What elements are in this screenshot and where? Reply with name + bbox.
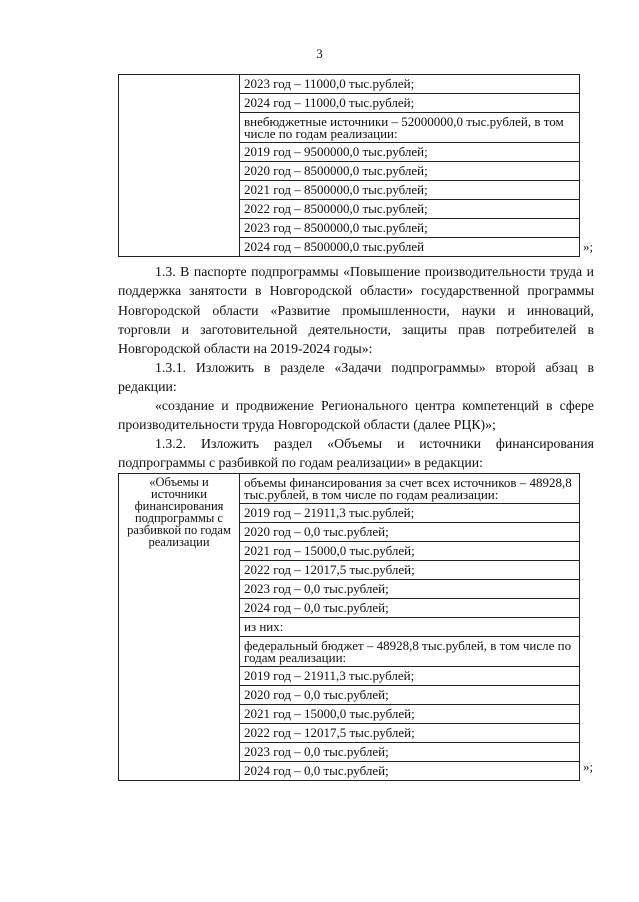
paragraph-quote-rck: «создание и продвижение Регионального центра компетенций в сфере производительности труда Новгородской области (далее РЦК)»;	[118, 398, 594, 433]
paragraph-1-3: 1.3. В паспорте подпрограммы «Повышение производительности труда и поддержка занятости в Новгородской области» государственной программы Новгородской области «Развитие промышленности, науки и инноваций, торговли и заготовительной деятельности, защиты прав потребителей в Новгородской области на 2019-2024 годы»:	[118, 264, 594, 357]
table1-row: 2024 год – 8500000,0 тыс.рублей	[244, 239, 425, 254]
table1-row: 2019 год – 9500000,0 тыс.рублей;	[240, 143, 579, 162]
table1-row: внебюджетные источники – 52000000,0 тыс.рублей, в том числе по годам реализации:	[240, 113, 579, 143]
table2-left-label: «Объемы и источники финансирования подпрограммы с разбивкой по годам реализации	[127, 475, 231, 549]
table2-row: федеральный бюджет – 48928,8 тыс.рублей, в том числе по годам реализации:	[240, 637, 579, 667]
table2-row: 2019 год – 21911,3 тыс.рублей;	[240, 667, 579, 686]
table2-row: 2022 год – 12017,5 тыс.рублей;	[240, 561, 579, 580]
table1-row: 2020 год – 8500000,0 тыс.рублей;	[240, 162, 579, 181]
table2-row: 2024 год – 0,0 тыс.рублей;	[240, 599, 579, 618]
table1-row: 2022 год – 8500000,0 тыс.рублей;	[240, 200, 579, 219]
funding-table-continued	[118, 74, 580, 257]
table2-row: 2023 год – 0,0 тыс.рублей;	[240, 580, 579, 599]
table2-row: объемы финансирования за счет всех источников – 48928,8 тыс.рублей, в том числе по годам реализации:	[240, 474, 579, 504]
table1-row: 2024 год – 11000,0 тыс.рублей;	[240, 94, 579, 113]
table2-row: 2024 год – 0,0 тыс.рублей;	[244, 763, 389, 778]
funding-table	[118, 473, 580, 781]
table1-row: 2021 год – 8500000,0 тыс.рублей;	[240, 181, 579, 200]
paragraph-1-3-1: 1.3.1. Изложить в разделе «Задачи подпрограммы» второй абзац в редакции:	[118, 360, 594, 395]
table2-row: 2021 год – 15000,0 тыс.рублей;	[240, 542, 579, 561]
table1-right-cell	[240, 75, 580, 257]
table2-left-cell	[119, 474, 240, 781]
table1-row: 2023 год – 11000,0 тыс.рублей;	[240, 75, 579, 94]
paragraph-1-3-2: 1.3.2. Изложить раздел «Объемы и источники финансирования подпрограммы с разбивкой по годам реализации» в редакции:	[118, 436, 594, 471]
table2-row: 2022 год – 12017,5 тыс.рублей;	[240, 724, 579, 743]
table2-row: 2021 год – 15000,0 тыс.рублей;	[240, 705, 579, 724]
table2-row: 2023 год – 0,0 тыс.рублей;	[240, 743, 579, 762]
table2-row: 2019 год – 21911,3 тыс.рублей;	[240, 504, 579, 523]
table2-row: из них:	[240, 618, 579, 637]
table1-row: 2023 год – 8500000,0 тыс.рублей;	[240, 219, 579, 238]
table2-row: 2020 год – 0,0 тыс.рублей;	[240, 686, 579, 705]
table2-row: 2020 год – 0,0 тыс.рублей;	[240, 523, 579, 542]
table2-closing-quote: »;	[583, 759, 594, 774]
page-number: 3	[316, 46, 323, 61]
table2-right-cell	[240, 474, 580, 781]
table1-left-cell	[119, 75, 240, 257]
table1-closing-quote: »;	[583, 239, 594, 254]
